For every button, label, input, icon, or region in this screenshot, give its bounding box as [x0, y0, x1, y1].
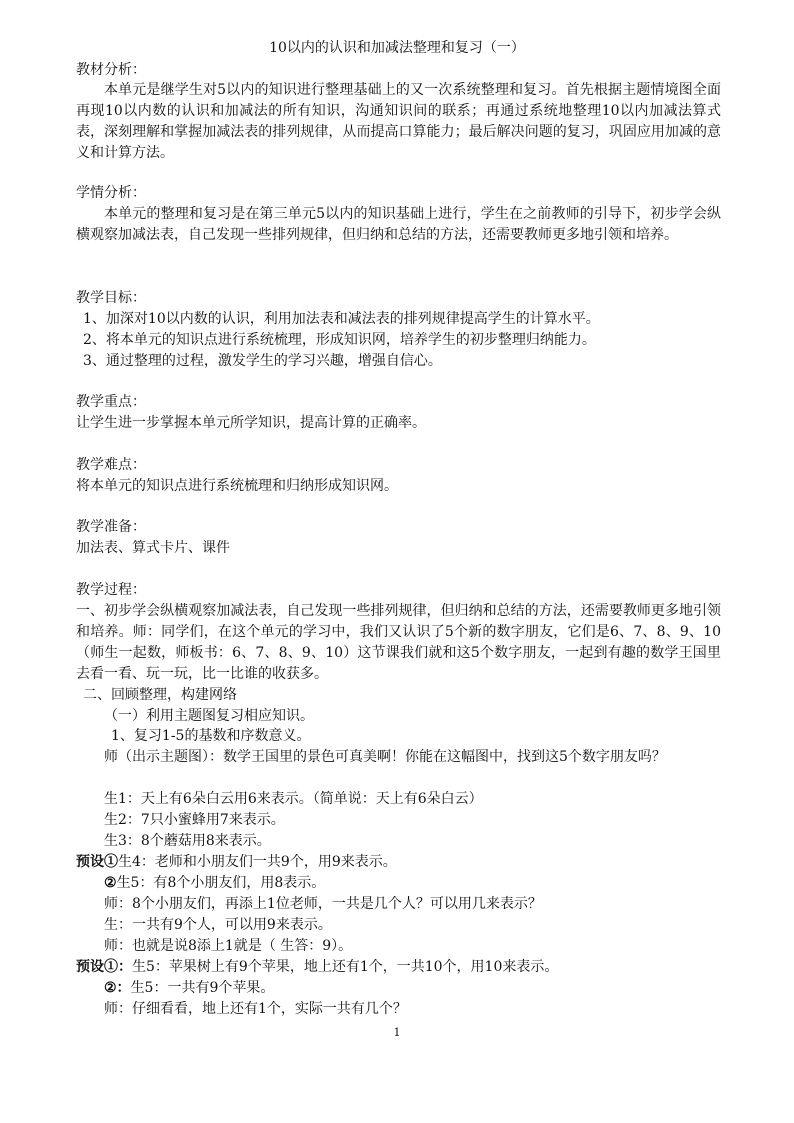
learner-paragraph: 本单元的整理和复习是在第三单元5以内的知识基础上进行，学生在之前教师的引导下，初步学会纵横观察加减法表，自己发现一些排列规律，但归纳和总结的方法，还需要教师更多地引领和培养。 — [76, 206, 721, 243]
process-paragraph: 一、初步学会纵横观察加减法表，自己发现一些排列规律，但归纳和总结的方法，还需要教师更多地引领和培养。师：同学们，在这个单元的学习中，我们又认识了5个新的数字朋友，它们是6、7、8、9、10（师生一起数，师板书：6、7、8、9、10）这节课我们就和这5个数字朋友，一起到有趣的数学王国里去看一看、玩一玩，比一比谁的收获多。 — [76, 603, 721, 682]
preset-label: ② — [104, 875, 117, 891]
difficulty-text: 将本单元的知识点进行系统梳理和归纳形成知识网。 — [76, 478, 398, 494]
preset-text: 生5：一共有9个苹果。 — [130, 980, 275, 996]
difficulty-heading: 教学难点： — [76, 457, 146, 473]
teacher-line: 师：仔细看看，地上还有1个，实际一共有几个？ — [104, 1001, 407, 1017]
analysis-paragraph: 本单元是继学生对5以内的知识进行整理基础上的又一次系统整理和复习。首先根据主题情境图全面再现10以内数的认识和加减法的所有知识，沟通知识间的联系；再通过系统地整理10以内加减法算式表，深刻理解和掌握加减法表的排列规律，从而提高口算能力；最后解决问题的复习，巩固应用加减的意义和计算方法。 — [76, 82, 721, 161]
preset-line — [76, 852, 397, 872]
review-heading: 二、回顾整理，构建网络 — [83, 687, 237, 703]
document-title: 10以内的认识和加减法整理和复习（一） — [269, 40, 525, 56]
goal-item: 2、将本单元的知识点进行系统梳理，形成知识网，培养学生的初步整理归纳能力。 — [83, 332, 596, 348]
goals-heading: 教学目标： — [76, 290, 146, 306]
prep-heading: 教学准备： — [76, 519, 146, 535]
student-line: 生2：7只小蜜蜂用7来表示。 — [104, 812, 285, 828]
student-line: 生3：8个蘑菇用8来表示。 — [104, 833, 271, 849]
teacher-line: 师：也就是说8添上1就是（ 生答：9）。 — [104, 938, 353, 954]
key-heading: 教学重点： — [76, 394, 146, 410]
student-line: 生1：天上有6朵白云用6来表示。（简单说：天上有6朵白云） — [104, 791, 483, 807]
preset-label: 预设①： — [76, 959, 132, 975]
teacher-line: 师（出示主题图）：数学王国里的景色可真美啊！你能在这幅图中，找到这5个数字朋友吗？ — [104, 749, 666, 765]
process-heading: 教学过程： — [76, 582, 146, 598]
preset-text: 生5：有8个小朋友们，用8表示。 — [116, 875, 326, 891]
preset-label: ②： — [104, 980, 131, 996]
preset-text: 生4：老师和小朋友们一共9个，用9来表示。 — [118, 854, 397, 870]
goal-item: 3、通过整理的过程，激发学生的学习兴趣，增强自信心。 — [83, 353, 442, 369]
preset-text: 生5：苹果树上有9个苹果，地上还有1个，一共10个，用10来表示。 — [132, 959, 559, 975]
teacher-line: 师：8个小朋友们，再添上1位老师，一共是几个人？可以用几来表示？ — [104, 896, 542, 912]
preset-line — [76, 957, 558, 977]
learner-heading: 学情分析： — [76, 185, 146, 201]
goal-item: 1、加深对10以内数的认识，利用加法表和减法表的排列规律提高学生的计算水平。 — [83, 311, 600, 327]
prep-text: 加法表、算式卡片、课件 — [76, 540, 230, 556]
preset-line — [104, 873, 325, 893]
preset-label: 预设① — [76, 854, 118, 870]
key-text: 让学生进一步掌握本单元所学知识，提高计算的正确率。 — [76, 415, 426, 431]
review-substep: 1、复习1-5的基数和序数意义。 — [111, 728, 311, 744]
page-number: 1 — [393, 1026, 401, 1039]
preset-line — [104, 978, 274, 998]
review-step: （一）利用主题图复习相应知识。 — [104, 708, 314, 724]
student-line: 生：一共有9个人，可以用9来表示。 — [104, 917, 332, 933]
analysis-heading: 教材分析： — [76, 62, 146, 78]
